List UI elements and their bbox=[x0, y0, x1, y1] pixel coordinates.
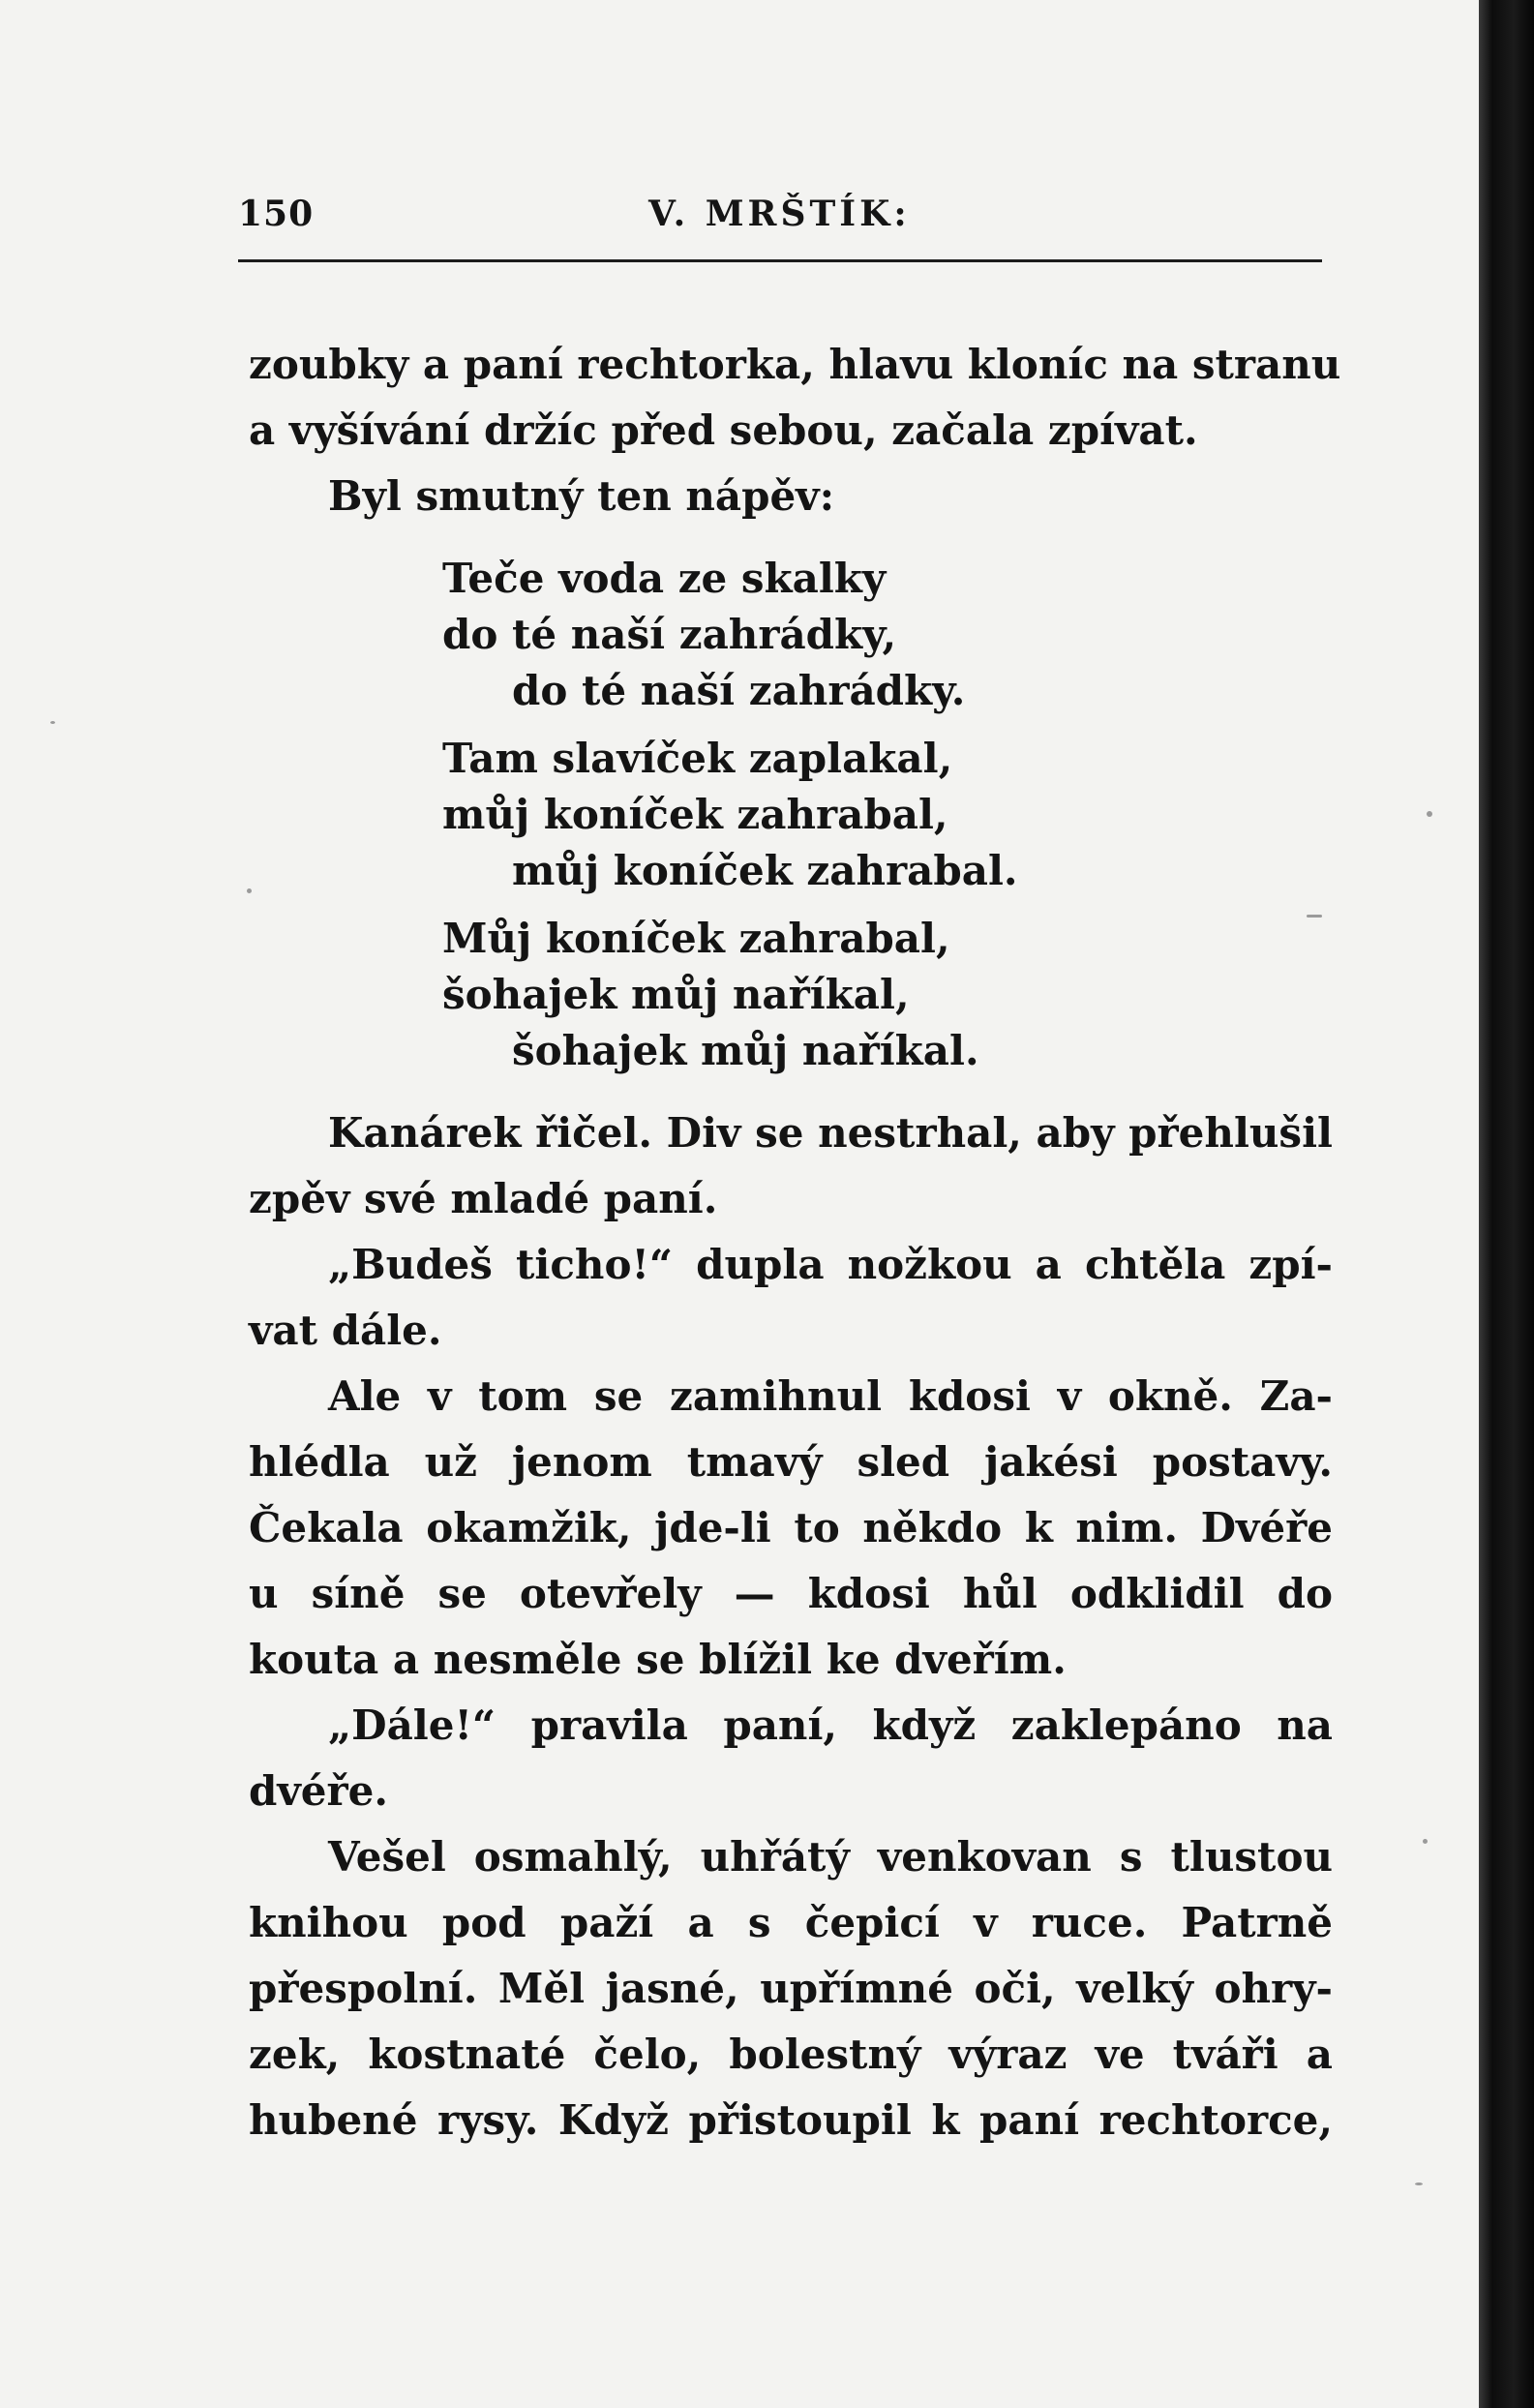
page-number: 150 bbox=[238, 194, 315, 234]
paragraph bbox=[249, 1232, 1333, 1364]
verse-line: šohajek můj naříkal. bbox=[512, 1027, 979, 1074]
paragraph bbox=[249, 1693, 1333, 1824]
text-line: knihou pod paží a s čepicí v ruce. Patrně bbox=[249, 1899, 1333, 1946]
text-line: zek, kostnaté čelo, bolestný výraz ve tváři a bbox=[249, 2031, 1333, 2078]
print-speck bbox=[1427, 811, 1432, 817]
header-rule bbox=[238, 259, 1322, 262]
stanza bbox=[249, 911, 1333, 1079]
stanza bbox=[249, 731, 1333, 899]
text-line: hlédla už jenom tmavý sled jakési postavy. bbox=[249, 1438, 1333, 1486]
text-line: dvéře. bbox=[249, 1767, 388, 1815]
text-line: Vešel osmahlý, uhřátý venkovan s tlustou bbox=[328, 1833, 1333, 1881]
text-line: „Dále!“ pravila paní, když zaklepáno na bbox=[328, 1701, 1333, 1749]
verse-line: můj koníček zahrabal. bbox=[512, 847, 1018, 894]
page-header bbox=[238, 194, 1322, 252]
text-line: hubené rysy. Když přistoupil k paní rechtorce, bbox=[249, 2096, 1333, 2144]
verse-line: Teče voda ze skalky bbox=[442, 555, 887, 602]
print-speck bbox=[1415, 2182, 1423, 2185]
text-line: a vyšívání držíc před sebou, začala zpívat. bbox=[249, 406, 1198, 454]
verse-line: do té naší zahrádky, bbox=[442, 611, 897, 658]
stanza bbox=[249, 551, 1333, 719]
text-line: kouta a nesměle se blížil ke dveřím. bbox=[249, 1636, 1067, 1683]
print-speck bbox=[247, 888, 252, 893]
paragraph bbox=[249, 1364, 1333, 1693]
verse-line: Tam slavíček zaplakal, bbox=[442, 735, 953, 782]
text-line: Čekala okamžik, jde-li to někdo k nim. Dvéře bbox=[249, 1504, 1333, 1551]
text-line: zpěv své mladé paní. bbox=[249, 1175, 718, 1222]
paragraph bbox=[249, 1824, 1333, 2153]
text-line: Byl smutný ten nápěv: bbox=[328, 472, 835, 520]
text-line: Ale v tom se zamihnul kdosi v okně. Za- bbox=[328, 1372, 1333, 1420]
text-line: zoubky a paní rechtorka, hlavu kloníc na stranu bbox=[249, 341, 1341, 388]
text-line: vat dále. bbox=[249, 1307, 442, 1354]
verse-line: šohajek můj naříkal, bbox=[442, 971, 910, 1018]
book-spine-edge bbox=[1479, 0, 1534, 2408]
verse-line: do té naší zahrádky. bbox=[512, 667, 966, 714]
text-line: „Budeš ticho!“ dupla nožkou a chtěla zpí- bbox=[328, 1241, 1333, 1288]
print-speck bbox=[1423, 1839, 1428, 1844]
text-line: přespolní. Měl jasné, upřímné oči, velký ohry- bbox=[249, 1965, 1333, 2012]
running-head: V. MRŠTÍK: bbox=[648, 194, 911, 234]
verse-line: můj koníček zahrabal, bbox=[442, 791, 948, 838]
text-line: Kanárek řičel. Div se nestrhal, aby přehlušil bbox=[328, 1109, 1333, 1157]
print-speck bbox=[1307, 915, 1322, 918]
print-speck bbox=[50, 721, 55, 724]
paragraph bbox=[249, 1100, 1333, 1232]
text-line: u síně se otevřely — kdosi hůl odklidil do bbox=[249, 1570, 1333, 1617]
verse-line: Můj koníček zahrabal, bbox=[442, 915, 950, 962]
page-text bbox=[249, 332, 1341, 2153]
